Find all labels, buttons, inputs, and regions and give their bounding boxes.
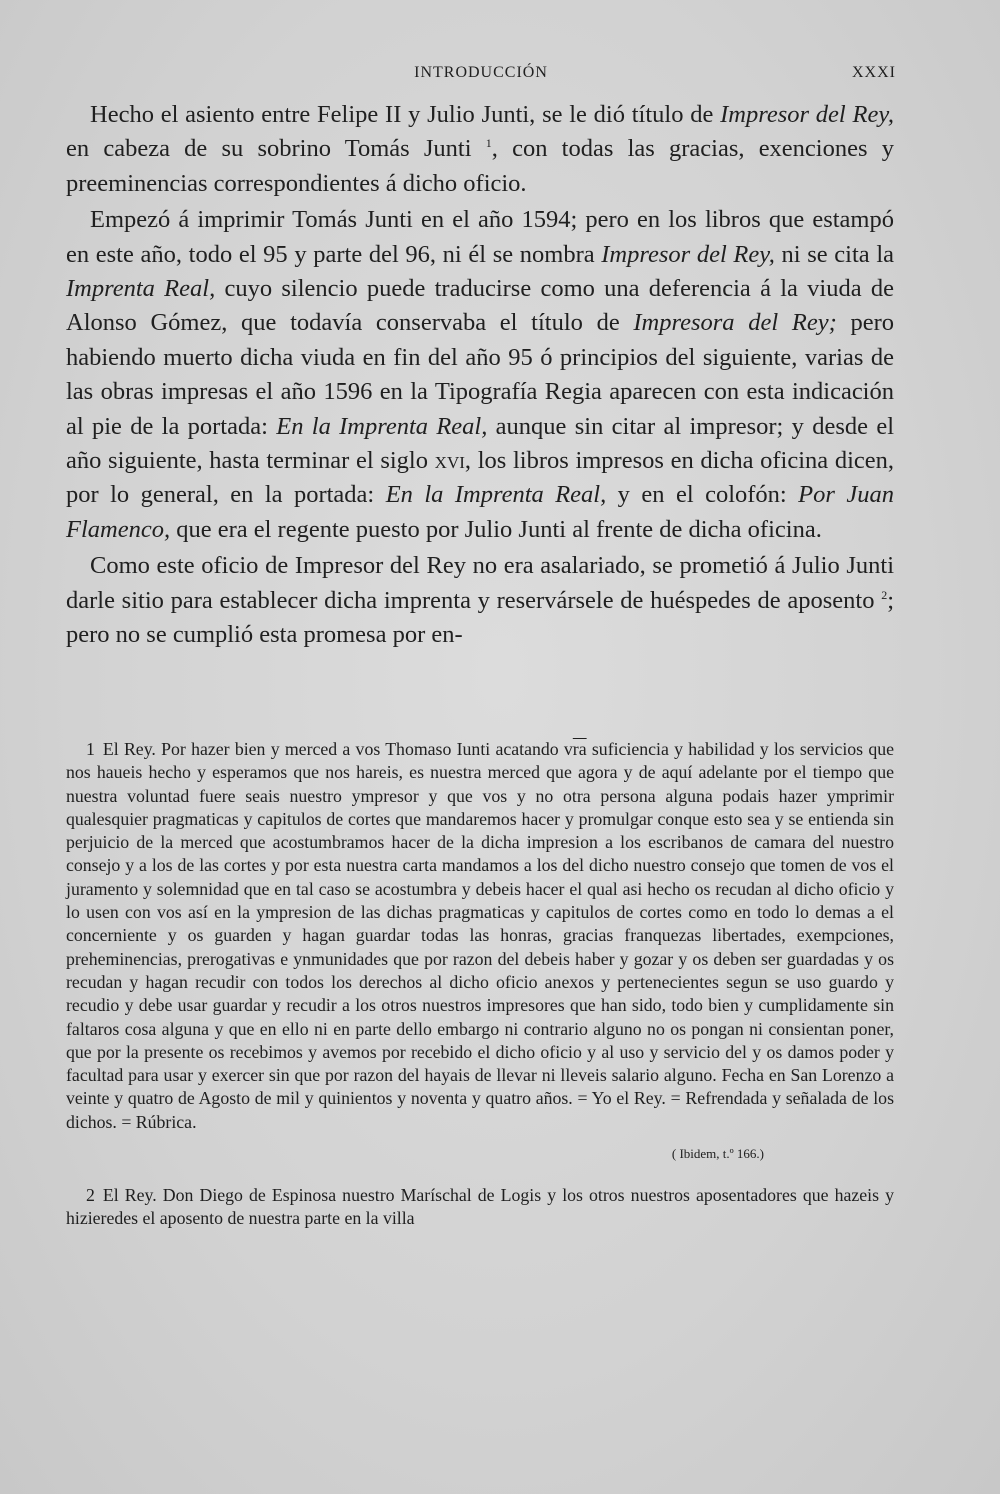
text-run: en cabeza de su sobrino Tomás Junti [66,135,486,163]
main-text [66,98,894,653]
italic-run: En la Imprenta Real, [385,481,607,509]
text-run: ni se cita la [774,240,894,268]
footnote-1 [66,738,894,1134]
footnote-number: 1 [86,739,95,759]
text-run: ; pero no se cumplió esta promesa por en- [66,586,894,649]
footnote-number: 2 [86,1185,95,1206]
footnote-text: suficiencia y habilidad y los servicios que nos haueis hecho y esperamos que nos hareis, es nuestra merced que agora y de aquí adelante por el tiempo que nuestra voluntad fuere seais nuestro ympresor y que vos y no otra persona alguna podais hazer ymprimir qualesquier pragmaticas y capitulos de cortes que mandaremos hacer y promulgar conque esto sea y se entienda sin perjuicio de la merced que acostumbramos hacer de la dicha impresion a los escribanos de camara del nuestro consejo y a los de las cortes y por esta nuestra carta mandamos a los del dicho nuestro consejo que tomen de vos el juramento y solemnidad que en tal caso se acostumbra y debeis hacer el qual asi hecho os recudan al dicho oficio y lo usen con vos así en la ympresion de las dichas pragmaticas y capitulos de cortes como en todo lo demas a el concerniente y os guarden y hagan guardar todas las honras, gracias franquezas libertades, exempciones, preheminencias, prerogativas e ynmunidades que por razon del debeis haber y gozar y os deben ser guardadas y os recudan y hagan recudir con todos los derechos al dicho oficio anexos y pertenecientes segun se uso guardo y recudio y debe usar guardar y recudir a los otros nuestros impresores que han sido, todo bien y cumplidamente sin faltaros cosa alguna y que en ello ni en parte dello embargo ni contrario alguno no os pongan ni consientan poner, que por la presente os recebimos y avemos por recebido el dicho oficio y al uso y servicio del y os damos poder y facultad para usar y exercer sin que por razon del hayais de llevar ni lleveis salario alguno. Fecha en San Lorenzo a veinte y quatro de Agosto de mil y quinientos y noventa y quatro años. = Yo el Rey. = Refrendada y señalada de los dichos. = Rúbrica. [66,739,894,1132]
text-run: Como este oficio de Impresor del Rey no era asalariado, se prometió á Julio Junti darle sitio para establecer dicha imprenta y reservársele de huéspedes de aposento [66,552,894,614]
italic-run: Por Juan Flamenco, [66,481,894,543]
text-run: que era el regente puesto por Julio Junti al frente de dicha oficina. [170,515,822,543]
footnote-2 [66,1184,894,1231]
italic-run: Impresora del Rey; [633,309,837,337]
text-run: aunque sin citar al impresor; y desde el año siguiente, hasta terminar el siglo [66,412,894,475]
footnote-ref-1: 1 [485,136,492,151]
footnote-text: El Rey. Don Diego de Espinosa nuestro Maríschal de Logis y los otros nuestros aposentadores que hazeis y hizieredes el aposento de nuestra parte en la villa [66,1185,894,1229]
italic-run: En la Imprenta Real, [276,412,488,440]
footnotes [66,738,894,1231]
running-head [66,64,896,88]
footnote-ref-2: 2 [881,587,888,602]
footnote-text: El Rey. Por hazer bien y merced a vos Thomaso Iunti acatando v [102,739,573,759]
text-run: , con todas las gracias, exenciones y preeminencias correspondientes á dicho oficio. [66,135,894,197]
running-head-title: INTRODUCCIÓN [414,64,548,81]
text-run: cuyo silencio puede traducirse como una deferencia á la viuda de Alonso Gómez, que todavía conservaba el título de [66,275,894,337]
italic-run: Imprenta Real, [66,275,216,303]
text-run: y en el colofón: [606,481,799,509]
century-numeral: xvi [434,447,465,475]
paragraph-2 [66,203,894,547]
abbreviation: $\overline{ra}$ [572,739,587,759]
paragraph-3 [66,549,894,652]
text-run: pero habiendo muerto dicha viuda en fin del año 95 ó principios del siguiente, varias de las obras impresas el año 1596 en la Tipografía Regia aparecen con esta indicación al pie de la portada: [66,309,894,440]
footnote-source: ( Ibidem, t.º 166.) [671,1146,764,1162]
italic-run: Impresor del Rey, [720,101,894,128]
paragraph-1 [66,98,894,201]
text-run: Empezó á imprimir Tomás Junti en el año 1594; pero en los libros que estampó en este año, todo el 95 y parte del 96, ni él se nombra [66,206,894,268]
italic-run: Impresor del Rey, [601,240,775,268]
text-run: , los libros impresos en dicha oficina dicen, por lo general, en la portada: [66,447,894,509]
page-number: XXXI [852,64,896,81]
text-run: Hecho el asiento entre Felipe II y Julio Junti, se le dió título de [90,101,721,128]
